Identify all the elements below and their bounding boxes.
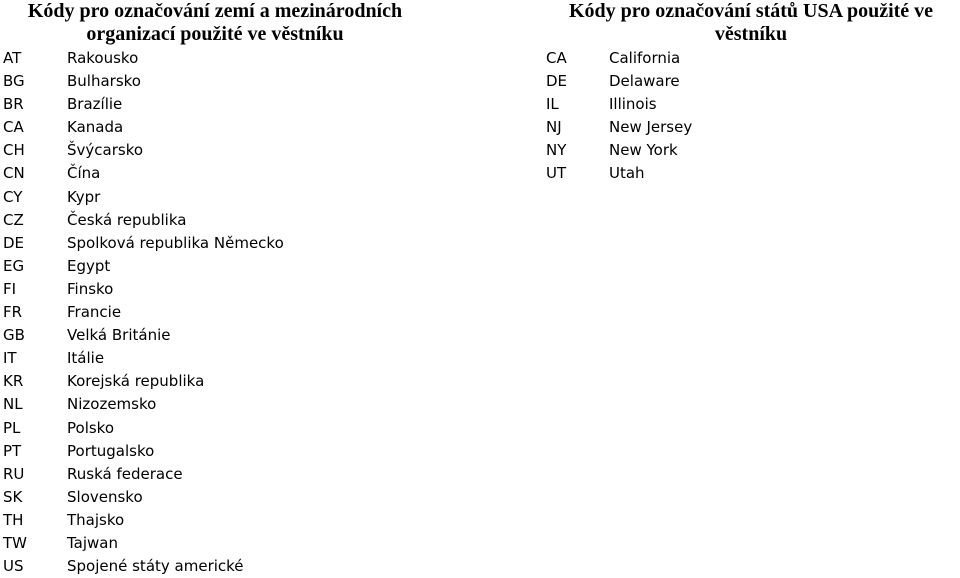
item-code: FI: [3, 279, 17, 298]
list-item: [542, 162, 960, 185]
item-name: Čína: [67, 164, 101, 183]
item-code: CA: [3, 118, 24, 137]
item-code: CN: [3, 164, 25, 183]
item-code: GB: [3, 326, 25, 345]
item-name: Delaware: [609, 72, 680, 91]
us-state-codes-heading-line1: Kódy pro označování států USA použité ve: [568, 0, 934, 22]
item-name: Illinois: [609, 95, 657, 114]
item-name: Ruská federace: [67, 464, 183, 483]
list-item: [0, 463, 430, 486]
list-item: [0, 139, 430, 162]
item-name: Spolková republika Německo: [67, 233, 284, 252]
item-code: CY: [3, 187, 23, 206]
item-code: SK: [3, 487, 23, 506]
item-name: Česká republika: [67, 210, 187, 229]
list-item: [0, 116, 430, 139]
item-code: FR: [3, 303, 23, 322]
item-name: Slovensko: [67, 487, 143, 506]
list-item: [0, 278, 430, 301]
item-name: Kypr: [67, 187, 101, 206]
item-code: NY: [546, 141, 567, 160]
item-name: Finsko: [67, 279, 114, 298]
item-code: DE: [546, 72, 568, 91]
item-code: EG: [3, 256, 25, 275]
item-code: TH: [3, 510, 24, 529]
list-item: [542, 70, 960, 93]
item-code: PL: [3, 418, 21, 437]
item-name: Portugalsko: [67, 441, 155, 460]
item-name: Korejská republika: [67, 372, 205, 391]
item-code: US: [3, 557, 24, 576]
item-name: Tajwan: [67, 533, 119, 552]
us-state-codes-heading: [542, 0, 960, 46]
item-code: KR: [3, 372, 24, 391]
list-item: [0, 232, 430, 255]
item-name: Polsko: [67, 418, 114, 437]
list-item: [0, 509, 430, 532]
item-name: Egypt: [67, 256, 111, 275]
item-name: Francie: [67, 303, 122, 322]
item-name: Velká Británie: [67, 326, 171, 345]
item-name: New York: [609, 141, 678, 160]
list-item: [542, 116, 960, 139]
list-item: [0, 93, 430, 116]
item-code: IT: [3, 349, 17, 368]
list-item: [0, 440, 430, 463]
list-item: [0, 370, 430, 393]
item-name: Thajsko: [67, 510, 125, 529]
list-item: [0, 486, 430, 509]
us-state-codes-column: [542, 0, 960, 186]
item-name: Brazílie: [67, 95, 123, 114]
item-code: BR: [3, 95, 24, 114]
country-codes-list: [0, 47, 430, 578]
country-codes-column: [0, 0, 430, 578]
item-name: Kanada: [67, 118, 124, 137]
item-code: NL: [3, 395, 23, 414]
list-item: [542, 47, 960, 70]
list-item: [0, 186, 430, 209]
item-code: RU: [3, 464, 25, 483]
item-name: Švýcarsko: [67, 141, 144, 160]
item-name: Utah: [609, 164, 645, 183]
list-item: [542, 93, 960, 116]
us-state-codes-list: [542, 47, 960, 186]
country-codes-heading-line1: Kódy pro označování zemí a mezinárodních: [27, 0, 403, 22]
list-item: [0, 162, 430, 185]
list-item: [0, 324, 430, 347]
country-codes-heading-line2: organizací použité ve věstníku: [86, 23, 344, 45]
country-codes-heading: [0, 0, 430, 46]
list-item: [0, 532, 430, 555]
list-item: [0, 393, 430, 416]
item-name: California: [609, 49, 681, 67]
item-code: DE: [3, 233, 25, 252]
list-item: [0, 47, 430, 70]
item-name: Bulharsko: [67, 72, 141, 91]
item-code: CZ: [3, 210, 24, 229]
item-code: IL: [546, 95, 559, 114]
item-code: TW: [3, 533, 27, 552]
item-code: BG: [3, 72, 25, 91]
item-name: Spojené státy americké: [67, 557, 244, 576]
item-name: Nizozemsko: [67, 395, 157, 414]
item-name: Itálie: [67, 349, 105, 368]
item-code: NJ: [546, 118, 562, 137]
item-code: PT: [3, 441, 22, 460]
item-name: Rakousko: [67, 49, 139, 67]
us-state-codes-heading-line2: věstníku: [714, 23, 788, 45]
item-name: New Jersey: [609, 118, 693, 137]
list-item: [0, 255, 430, 278]
list-item: [542, 139, 960, 162]
list-item: [0, 70, 430, 93]
item-code: CH: [3, 141, 25, 160]
list-item: [0, 417, 430, 440]
item-code: CA: [546, 49, 567, 67]
item-code: AT: [3, 49, 22, 67]
list-item: [0, 347, 430, 370]
list-item: [0, 301, 430, 324]
item-code: UT: [546, 164, 567, 183]
list-item: [0, 555, 430, 578]
list-item: [0, 209, 430, 232]
